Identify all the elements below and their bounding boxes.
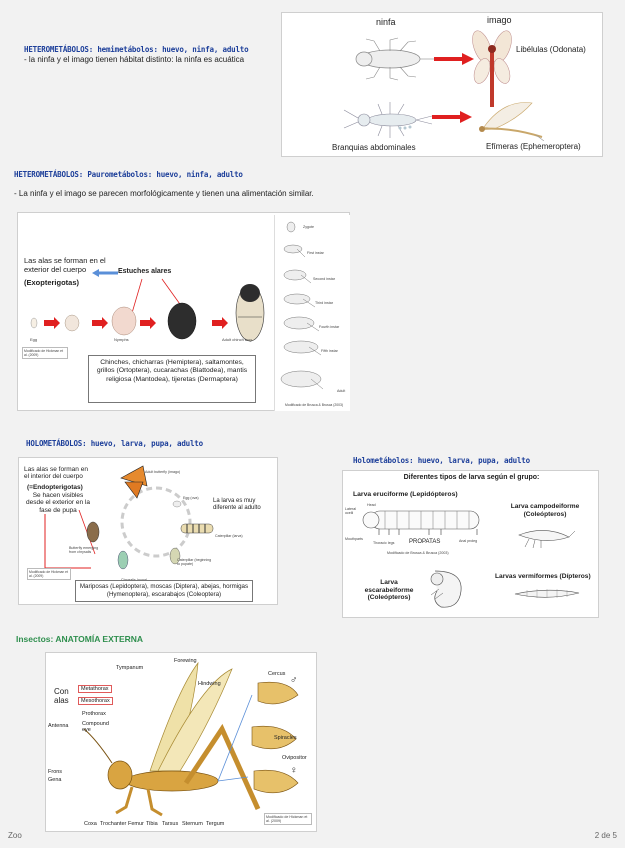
section1-heading: HETEROMETÁBOLOS: hemimetábolos: huevo, ninfa, adulto <box>24 45 249 54</box>
section2-text: - La ninfa y el imago se parecen morfológicamente y tienen una alimentación similar. <box>14 189 314 198</box>
stage-3-label: Third instar <box>315 301 333 305</box>
prothorax-label: Prothorax <box>82 711 106 717</box>
mayfly-nymph-image <box>342 98 432 142</box>
with-wings-label: Con alas <box>54 687 69 706</box>
forewing-label: Forewing <box>174 658 197 664</box>
stage-4-label: Fourth instar <box>319 325 340 329</box>
coxa-label: Coxa <box>84 821 97 827</box>
credit-brusca: Modificado de Brusca & Brusca (2003) <box>285 403 344 407</box>
label-gills: Branquias abdominales <box>332 143 416 152</box>
spiracles-label: Spiracles <box>274 735 297 741</box>
figure-larva-types <box>342 470 599 618</box>
stage-0-label: Zygote <box>303 225 314 229</box>
section5-heading: Insectos: ANATOMÍA EXTERNA <box>16 634 144 644</box>
ovipositor-label: Ovipositor <box>282 755 307 761</box>
tibia-label: Tibia <box>146 821 158 827</box>
cercus-label: Cercus <box>268 671 286 677</box>
antenna-label: Antenna <box>48 723 69 729</box>
metathorax-label: Metathorax <box>78 685 112 693</box>
section3-heading: HOLOMETÁBOLOS: huevo, larva, pupa, adulto <box>26 439 203 448</box>
label-imago-column: imago <box>487 15 512 25</box>
holometabolous-orders-box: Mariposas (Lepidoptera), moscas (Diptera), abejas, hormigas (Hymenoptera), escarabajos (Coleoptera) <box>75 580 253 602</box>
egg-ova-label: Egg (ova) <box>183 496 199 500</box>
campodeiform-larva-image <box>515 521 575 549</box>
tympanum-label: Tympanum <box>116 665 144 671</box>
tarsus-label: Tarsus <box>162 821 179 827</box>
credit-brusca-larva: Modificado de Brusca & Brusca (2003) <box>387 551 449 555</box>
mouthparts-label: Mouthparts <box>345 537 363 541</box>
tergum-label: Tergum <box>206 821 225 827</box>
grasshopper-development-panel <box>274 215 350 411</box>
label-nymph-column: ninfa <box>376 17 396 27</box>
larva-different-note: La larva es muy diferente al adulto <box>213 498 261 511</box>
caterpillar-larva-label: Caterpillar (larva) <box>215 534 243 538</box>
male-symbol: ♂ <box>290 675 298 686</box>
arrow-icon <box>432 111 472 123</box>
section4-heading: Holometábolos: huevo, larva, pupa, adulto <box>353 456 530 465</box>
credit-hickman-holo: Modificado de Hickman et al. (2009) <box>27 568 71 580</box>
sternum-label: Sternum <box>182 821 203 827</box>
credit-hickman-anatomy: Modificado de Hickman et al. (2009) <box>264 813 312 825</box>
figure-external-anatomy <box>45 652 317 832</box>
visible-pupa-text: Se hacen visibles desde el exterior en la fase de pupa <box>26 492 90 514</box>
exopterygota-label: (Exopterigotas) <box>24 278 80 287</box>
female-symbol: ♀ <box>290 765 298 776</box>
femur-label: Femur <box>128 821 144 827</box>
caterpillar-pupate-label: Caterpillar (beginning to pupate) <box>177 558 212 566</box>
grasshopper-instars-image <box>277 219 323 395</box>
label-mayfly: Efímeras (Ephemeroptera) <box>486 142 581 151</box>
stage-1-label: First instar <box>307 251 324 255</box>
wings-outside-text: Las alas se forman en el exterior del cuerpo <box>24 256 106 274</box>
prolegs-label: PROPATAS <box>409 539 441 545</box>
stage-2-label: Second instar <box>313 277 335 281</box>
gena-label: Gena <box>48 777 62 783</box>
wings-inside-text: Las alas se forman en el interior del cuerpo <box>24 466 88 481</box>
grasshopper-anatomy-image <box>82 659 312 827</box>
frons-label: Frons <box>48 769 63 775</box>
head-label: Head <box>367 503 376 507</box>
vermiform-label: Larvas vermiformes (Dípteros) <box>495 573 591 580</box>
stage-5-label: Fifth instar <box>321 349 338 353</box>
scarabaeiform-larva-image <box>423 567 467 613</box>
adult-butterfly-label: Adult butterfly (imago) <box>145 470 181 474</box>
figure-paurometabolous <box>17 212 350 411</box>
label-dragonfly: Libélulas (Odonata) <box>516 45 586 54</box>
egg-label: Egg <box>30 337 38 342</box>
section1-text: - la ninfa y el imago tienen hábitat distinto: la ninfa es acuática <box>24 55 245 64</box>
campodeiform-label: Larva campodeiforme (Coleópteros) <box>510 503 580 518</box>
figure-holometabolous <box>18 457 278 605</box>
figure-hemimetabolous <box>281 12 603 157</box>
anal-proleg-label: Anal proleg <box>459 539 478 543</box>
eruciform-larva-image <box>349 503 489 543</box>
thoracic-legs-label: Thoracic legs <box>373 541 395 545</box>
wing-pads-label: Estuches alares <box>118 268 172 275</box>
section2-heading: HETEROMETÁBOLOS: Paurometábolos: huevo, ninfa, adulto <box>14 170 243 179</box>
footer-title: Zoo <box>8 831 22 840</box>
butterfly-emerging-label: Butterfly emerging from chrysalis <box>69 546 99 554</box>
lateral-ocelli-label: Lateral ocelli <box>345 507 356 515</box>
eruciform-label: Larva eruciforme (Lepidópteros) <box>353 491 458 498</box>
mayfly-adult-image <box>474 97 544 141</box>
endopterygota-label: (=Endopterigotas) <box>27 484 83 491</box>
compound-eye-label: Compound eye <box>82 721 109 734</box>
trochanter-label: Trochanter <box>100 821 127 827</box>
vermiform-larva-image <box>513 587 583 601</box>
page-number: 2 de 5 <box>594 831 617 840</box>
hindwing-label: Hindwing <box>198 681 221 687</box>
arrow-icon <box>434 53 474 65</box>
chinch-bug-life-cycle-image <box>22 273 272 343</box>
mesothorax-label: Mesothorax <box>78 697 113 705</box>
scarabaeiform-label: Larva escarabeiforme (Coleópteros) <box>364 579 414 602</box>
credit-hickman: Modificado de Hickman et al. (2009) <box>22 347 68 359</box>
paurometabolous-orders-box: Chinches, chicharras (Hemiptera), saltamontes, grillos (Ortoptera), cucarachas (Blattodea), mantis religiosa (Mantodea), tijeretas (Dermaptera) <box>88 355 256 403</box>
stage-6-label: Adult <box>337 389 346 393</box>
larva-types-title: Diferentes tipos de larva según el grupo: <box>403 474 540 481</box>
nymphs-label: Nymphs <box>114 337 129 342</box>
dragonfly-nymph-image <box>346 37 438 81</box>
adult-label: Adult chinch bug <box>222 337 252 342</box>
